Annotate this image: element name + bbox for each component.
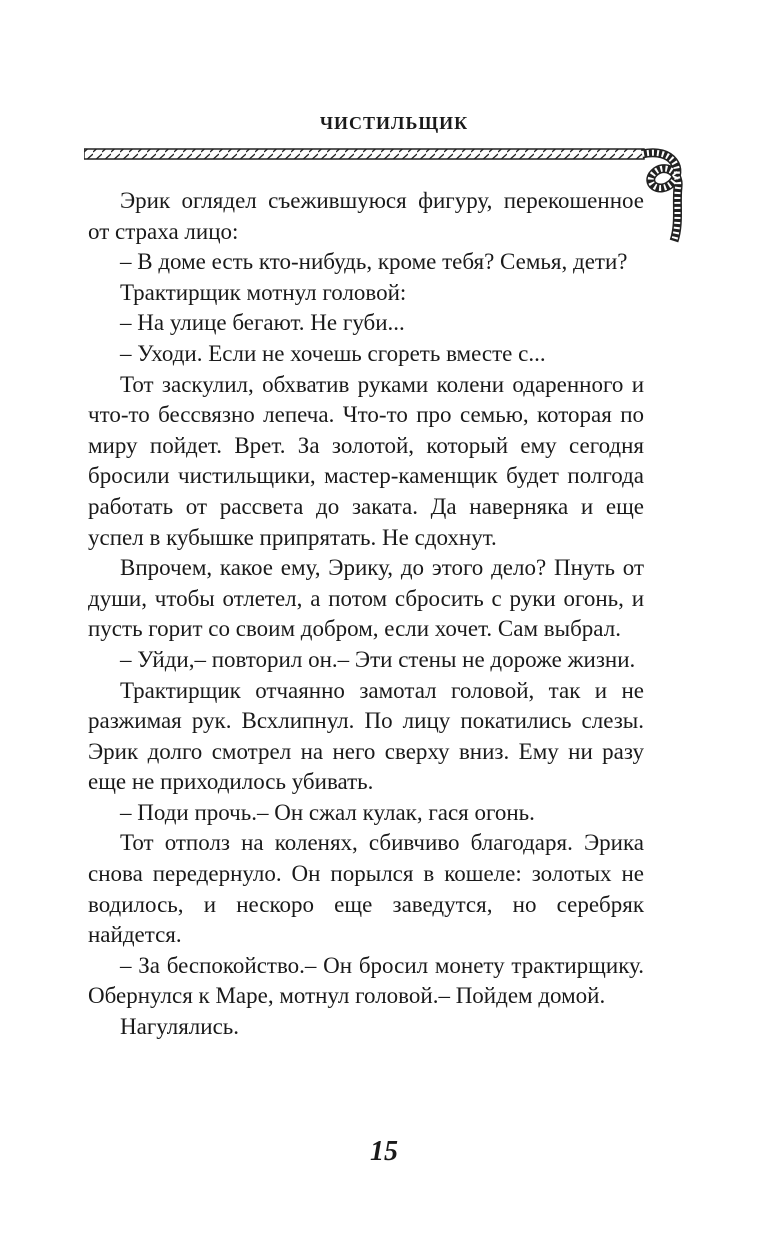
paragraph: – Уйди,– повторил он.– Эти стены не дороже жизни.: [120, 646, 636, 672]
paragraph: – За беспокойство.– Он бросил монету трактирщику. Обернулся к Маре, мотнул головой.– Пойдем домой.: [88, 952, 644, 1009]
paragraph: – На улице бегают. Не губи...: [120, 310, 405, 336]
paragraph: Тот отполз на коленях, сбивчиво благодаря. Эрика снова передернуло. Он порылся в кошеле: золотых не водилось, и нескоро еще заведутся, но серебряк найдется.: [88, 830, 644, 948]
paragraph: – Поди прочь.– Он сжал кулак, гася огонь.: [120, 799, 535, 825]
paragraph: Трактирщик отчаянно замотал головой, так и не разжимая рук. Всхлипнул. По лицу покатились слезы. Эрик долго смотрел на него сверху вниз. Ему ни разу еще не приходилось убивать.: [88, 677, 644, 795]
paragraph: Впрочем, какое ему, Эрику, до этого дело? Пнуть от души, чтобы отлетел, а потом сбросить с руки огонь, и пусть горит со своим добром, если хочет. Сам выбрал.: [88, 555, 644, 642]
paragraph: – Уходи. Если не хочешь сгореть вместе с...: [120, 340, 546, 366]
paragraph: Трактирщик мотнул головой:: [120, 279, 407, 305]
body-text: [88, 186, 644, 1043]
paragraph: Эрик оглядел съежившуюся фигуру, перекошенное от страха лицо:: [88, 188, 644, 244]
paragraph: Тот заскулил, обхватив руками колени одаренного и что-то бессвязно лепеча. Что-то про семью, которая по миру пойдет. Врет. За золотой, который ему сегодня бросили чистильщики, мастер-каменщик будет полгода работать от рассвета до заката. Да наверняка и еще успел в кубышке припрятать. Не сдохнут.: [88, 371, 644, 550]
page-number: 15: [370, 1136, 398, 1167]
paragraph: Нагулялись.: [120, 1014, 240, 1040]
running-title: чистильщик: [319, 108, 469, 135]
paragraph: – В доме есть кто-нибудь, кроме тебя? Семья, дети?: [120, 249, 628, 275]
